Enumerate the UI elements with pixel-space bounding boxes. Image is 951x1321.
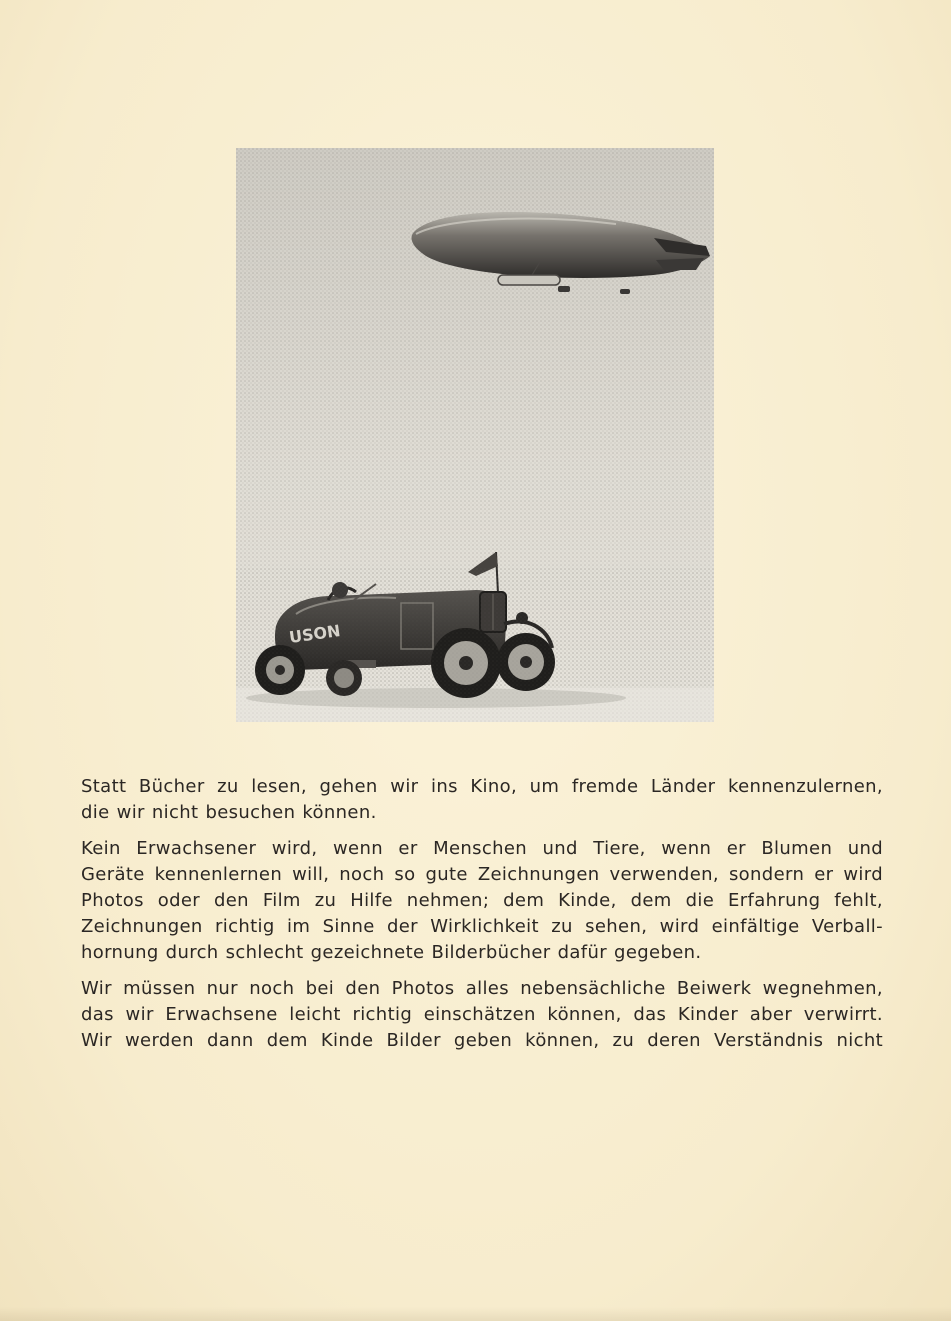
photograph-airship-and-racing-car	[236, 148, 714, 722]
text-line: Statt Bücher zu lesen, gehen wir ins Kino, um fremde Länder kennenzulernen,	[81, 776, 883, 797]
text-line: Zeichnungen richtig im Sinne der Wirklichkeit zu sehen, wird einfältige Verball-	[81, 916, 883, 937]
page-bottom-edge	[0, 1307, 951, 1321]
text-line: Wir müssen nur noch bei den Photos alles nebensächliche Beiwerk wegnehmen,	[81, 978, 883, 999]
text-line: das wir Erwachsene leicht richtig einschätzen können, das Kinder aber verwirrt.	[81, 1004, 883, 1025]
paragraph-2	[81, 836, 883, 966]
text-line: die wir nicht besuchen können.	[81, 802, 377, 823]
body-text	[81, 774, 883, 1064]
paragraph-3	[81, 976, 883, 1054]
text-line: hornung durch schlecht gezeichnete Bilderbücher dafür gegeben.	[81, 942, 702, 963]
paragraph-1	[81, 774, 883, 826]
text-line: Photos oder den Film zu Hilfe nehmen; dem Kinde, dem die Erfahrung fehlt,	[81, 890, 883, 911]
text-line: Geräte kennenlernen will, noch so gute Zeichnungen verwenden, sondern er wird	[81, 864, 883, 885]
text-line: Kein Erwachsener wird, wenn er Menschen und Tiere, wenn er Blumen und	[81, 838, 883, 859]
text-line: Wir werden dann dem Kinde Bilder geben können, zu deren Verständnis nicht	[81, 1030, 883, 1051]
car-lettering: USON	[287, 620, 342, 647]
